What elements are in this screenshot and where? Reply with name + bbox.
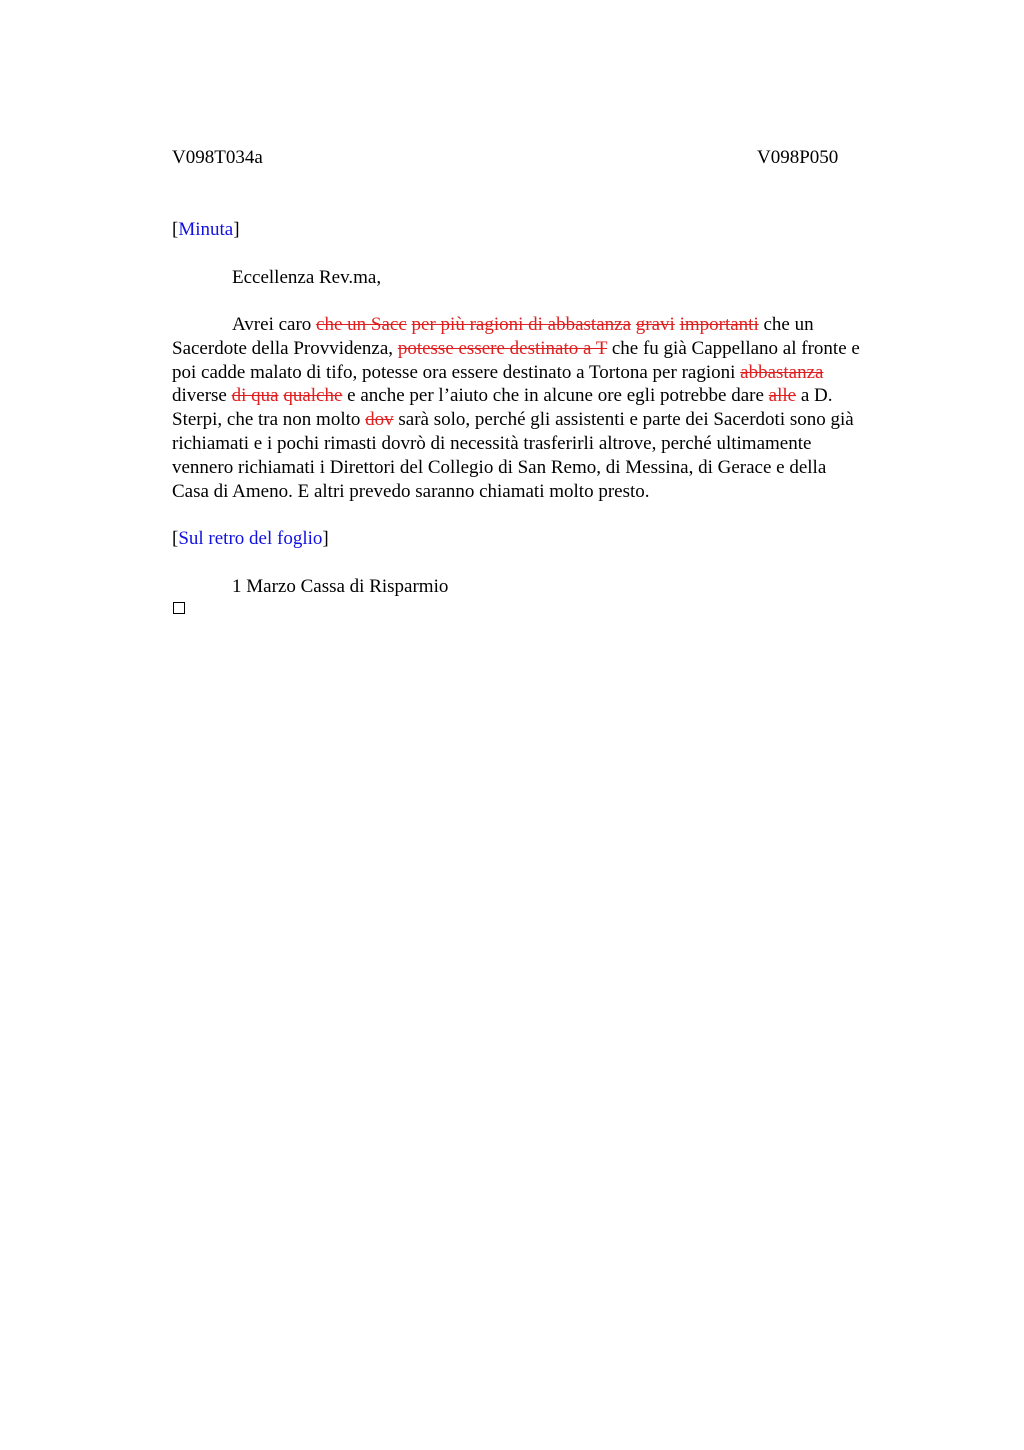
body-text: poi cadde malato di tifo, potesse ora essere destinato a Tortona per ragioni [172,361,741,383]
document-code-right: V098P050 [757,147,839,168]
deleted-text: per più ragioni di abbastanza [411,314,632,335]
letter-body [172,313,932,503]
bracket-close: ] [233,219,240,240]
deleted-text: abbastanza [740,361,824,383]
body-line [172,432,932,456]
bracket-open: [ [172,219,179,240]
deleted-text: alle [768,385,797,407]
deleted-text: di qua [231,385,279,407]
body-line [172,480,932,504]
body-line [172,408,932,432]
deleted-text: dov [365,409,394,431]
deleted-text: che un Sacc [316,314,407,335]
deleted-text: potesse essere destinato a T [397,337,608,359]
body-line [172,337,932,361]
section-label-text: Sul retro del foglio [178,528,323,549]
deleted-text: gravi [635,314,675,335]
bracket-close: ] [322,528,329,549]
body-text: a D. [796,385,833,407]
body-text: che un [758,314,814,335]
retro-note: 1 Marzo Cassa di Risparmio [232,576,449,597]
document-code-left: V098T034a [172,147,263,168]
body-text: Avrei caro [232,314,317,335]
checkbox-icon [173,602,185,614]
deleted-text: importanti [679,314,759,335]
section-label-retro [172,528,329,550]
body-text: Sacerdote della Provvidenza, [172,337,398,359]
body-line [172,361,932,385]
body-text: richiamati e i pochi rimasti dovrò di necessità trasferirli altrove, perché ultimamente [172,432,812,454]
bracket-open: [ [172,528,179,549]
body-text: Sterpi, che tra non molto [172,409,366,431]
body-line [172,384,932,408]
section-label-text: Minuta [178,219,234,240]
body-text: e anche per l’aiuto che in alcune ore egli potrebbe dare [342,385,769,407]
body-text: vennero richiamati i Direttori del Collegio di San Remo, di Messina, di Gerace e della [172,456,827,478]
body-line [172,313,932,337]
salutation: Eccellenza Rev.ma, [232,267,382,288]
body-text: sarà solo, perché gli assistenti e parte dei Sacerdoti sono già [393,409,854,431]
body-text: Casa di Ameno. E altri prevedo saranno chiamati molto presto. [172,480,650,502]
deleted-text: qualche [283,385,343,407]
body-line [172,456,932,480]
body-text: che fu già Cappellano al fronte e [607,337,860,359]
body-text: diverse [172,385,232,407]
section-label-minuta [172,219,240,241]
